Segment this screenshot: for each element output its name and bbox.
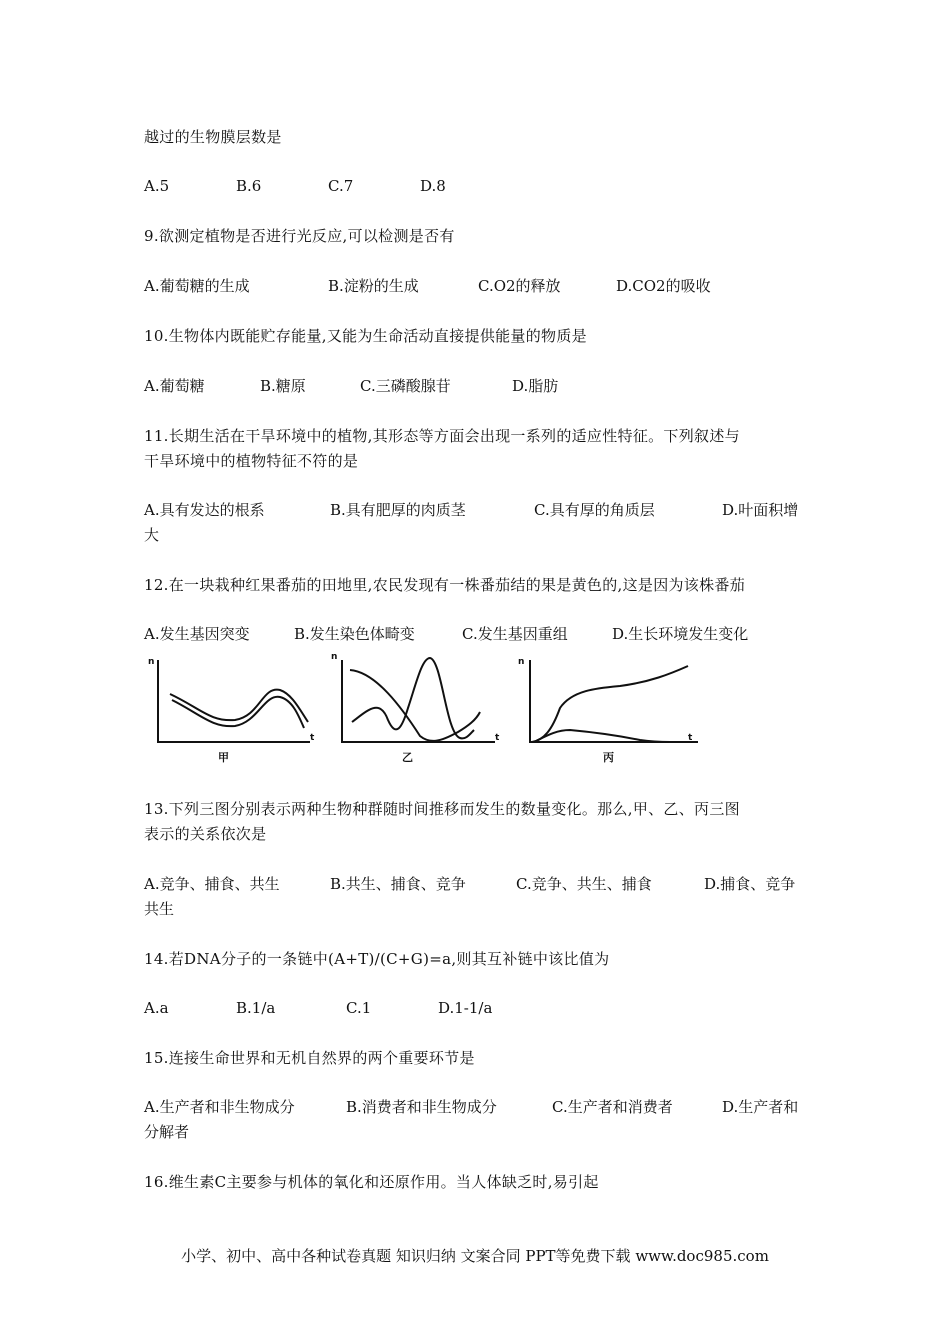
graph-bing-x-label: t (688, 733, 693, 743)
q9-option-d: D.CO2的吸收 (616, 277, 711, 295)
graph-jia-curve-1 (170, 690, 308, 722)
q14-stem: 14.若DNA分子的一条链中(A+T)/(C+G)=a,则其互补链中该比值为 (144, 950, 610, 968)
q10-option-b: B.糖原 (260, 377, 306, 395)
q12-stem: 12.在一块栽种红果番茄的田地里,农民发现有一株番茄结的果是黄色的,这是因为该株番茄 (144, 576, 745, 594)
q11-option-d-wrap: 大 (144, 526, 160, 544)
graph-bing-curve-2 (534, 730, 670, 742)
q9-option-c: C.O2的释放 (478, 277, 561, 295)
q9-option-a: A.葡萄糖的生成 (144, 277, 250, 295)
q9-stem: 9.欲测定植物是否进行光反应,可以检测是否有 (144, 227, 455, 245)
q8-stem-cont: 越过的生物膜层数是 (144, 128, 282, 146)
graph-bing-y-label: n (518, 657, 525, 667)
q14-option-d: D.1-1/a (438, 999, 493, 1017)
q14-option-b: B.1/a (236, 999, 276, 1017)
q14-option-a: A.a (144, 999, 169, 1017)
q11-stem-line1: 11.长期生活在干旱环境中的植物,其形态等方面会出现一系列的适应性特征。下列叙述与 (144, 427, 740, 445)
graph-bing-caption: 丙 (603, 751, 614, 764)
q15-stem: 15.连接生命世界和无机自然界的两个重要环节是 (144, 1049, 475, 1067)
population-graphs-figure (140, 648, 720, 770)
q11-option-b: B.具有肥厚的肉质茎 (330, 501, 466, 519)
graph-jia-caption: 甲 (218, 751, 229, 764)
q11-option-a: A.具有发达的根系 (144, 501, 265, 519)
q15-option-b: B.消费者和非生物成分 (346, 1098, 497, 1116)
q9-option-b: B.淀粉的生成 (328, 277, 419, 295)
q15-option-d-wrap: 分解者 (144, 1123, 190, 1141)
q11-option-d: D.叶面积增 (722, 501, 799, 519)
q12-option-d: D.生长环境发生变化 (612, 625, 749, 643)
q10-stem: 10.生物体内既能贮存能量,又能为生命活动直接提供能量的物质是 (144, 327, 587, 345)
graph-jia (158, 660, 310, 742)
graph-jia-x-label: t (310, 733, 315, 743)
page-footer: 小学、初中、高中各种试卷真题 知识归纳 文案合同 PPT等免费下载 www.doc985.com (181, 1247, 769, 1265)
q11-stem-line2: 干旱环境中的植物特征不符的是 (144, 452, 359, 470)
graph-yi-y-label: n (331, 652, 338, 662)
q13-option-d: D.捕食、竞争 (704, 875, 796, 893)
q8-option-d: D.8 (420, 177, 446, 195)
q14-option-c: C.1 (346, 999, 372, 1017)
q13-option-d-wrap: 共生 (144, 900, 175, 918)
q12-option-c: C.发生基因重组 (462, 625, 568, 643)
q13-stem-line2: 表示的关系依次是 (144, 825, 267, 843)
q11-option-c: C.具有厚的角质层 (534, 501, 655, 519)
q15-option-a: A.生产者和非生物成分 (144, 1098, 295, 1116)
q12-option-a: A.发生基因突变 (144, 625, 250, 643)
q8-option-a: A.5 (144, 177, 170, 195)
q13-option-b: B.共生、捕食、竞争 (330, 875, 466, 893)
q10-option-d: D.脂肪 (512, 377, 559, 395)
q13-option-c: C.竞争、共生、捕食 (516, 875, 652, 893)
q12-option-b: B.发生染色体畸变 (294, 625, 415, 643)
graph-bing-curve-1 (532, 666, 688, 742)
graph-yi-x-label: t (495, 733, 500, 743)
q10-option-c: C.三磷酸腺苷 (360, 377, 451, 395)
q16-stem: 16.维生素C主要参与机体的氧化和还原作用。当人体缺乏时,易引起 (144, 1173, 599, 1191)
graph-yi-caption: 乙 (402, 751, 413, 764)
q8-option-b: B.6 (236, 177, 262, 195)
q8-option-c: C.7 (328, 177, 354, 195)
q13-stem-line1: 13.下列三图分别表示两种生物种群随时间推移而发生的数量变化。那么,甲、乙、丙三图 (144, 800, 740, 818)
graph-bing (530, 660, 698, 742)
q10-option-a: A.葡萄糖 (144, 377, 205, 395)
q15-option-c: C.生产者和消费者 (552, 1098, 673, 1116)
graph-jia-y-label: n (148, 657, 155, 667)
graph-yi (342, 658, 495, 742)
q13-option-a: A.竞争、捕食、共生 (144, 875, 280, 893)
q15-option-d: D.生产者和 (722, 1098, 799, 1116)
graph-jia-curve-2 (172, 697, 304, 728)
graph-yi-curve-1 (350, 670, 480, 741)
graph-yi-axes (342, 660, 495, 742)
